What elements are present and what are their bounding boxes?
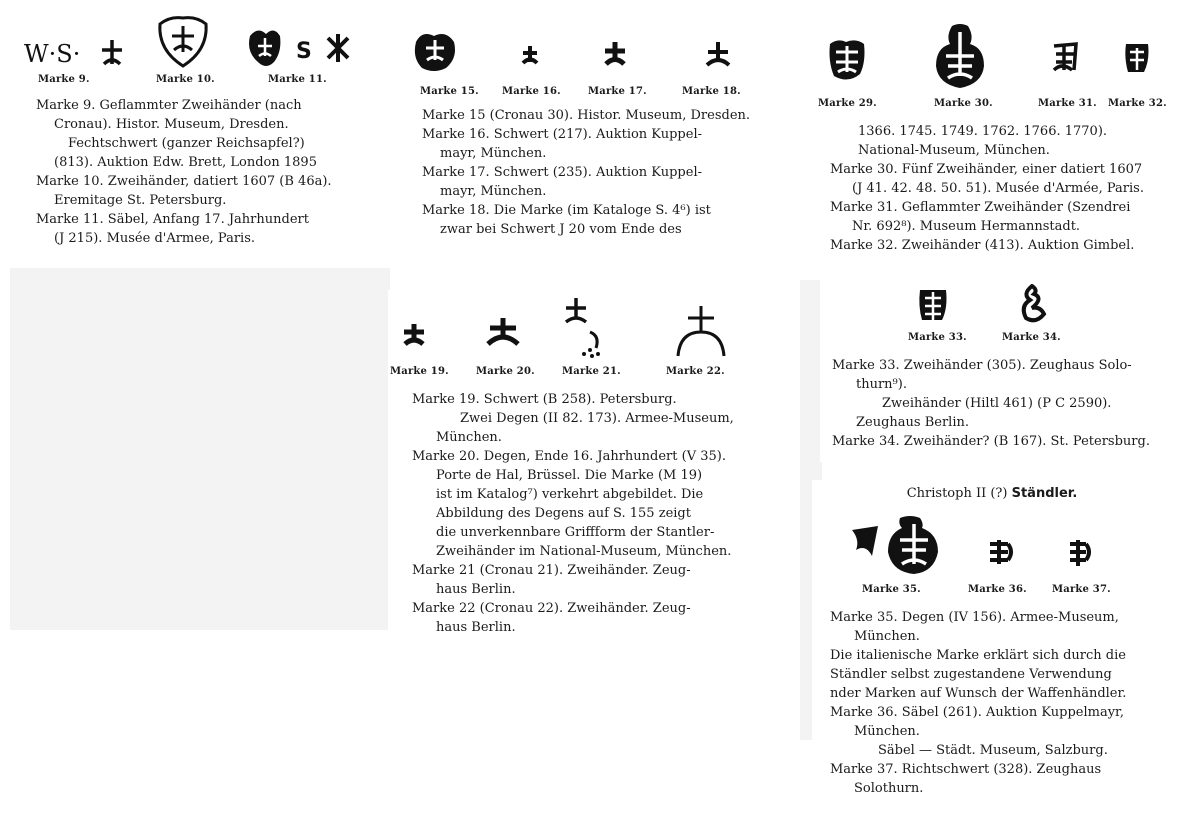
mark-10-shield-icon — [156, 14, 210, 70]
caption-row — [398, 86, 764, 100]
caption-marke-36: Marke 36. — [968, 584, 1027, 595]
mark-19-cross-icon — [402, 322, 426, 348]
mark-row — [820, 276, 1172, 332]
text-line: Nr. 692⁸). Museum Hermannstadt. — [852, 219, 1081, 234]
caption-marke-32: Marke 32. — [1108, 98, 1167, 109]
description-text — [830, 608, 1166, 798]
fragment-marks-19-22 — [388, 290, 782, 640]
mark-15-blot-icon — [412, 28, 458, 72]
mark-22-arch-icon — [674, 304, 728, 358]
caption-row — [388, 366, 782, 380]
svg-text:S: S — [296, 39, 312, 64]
text-line: Marke 19. Schwert (B 258). Petersburg. — [412, 392, 677, 407]
caption-marke-16: Marke 16. — [502, 86, 561, 97]
caption-marke-22: Marke 22. — [666, 366, 725, 377]
mark-37-glyph-icon — [1066, 538, 1092, 568]
text-line: Marke 33. Zweihänder (305). Zeughaus Solo- — [832, 358, 1132, 373]
mark-30-blot-icon — [934, 22, 986, 92]
mark-35-double-icon — [848, 514, 942, 576]
caption-marke-33: Marke 33. — [908, 332, 967, 343]
text-line: zwar bei Schwert J 20 vom Ende des — [440, 222, 682, 237]
mark-31-glyph-icon — [1050, 40, 1080, 74]
text-line: Zeughaus Berlin. — [856, 415, 970, 430]
text-line: Marke 37. Richtschwert (328). Zeughaus — [830, 762, 1102, 777]
description-text — [412, 390, 748, 637]
caption-marke-29: Marke 29. — [818, 98, 877, 109]
text-line: Marke 30. Fünf Zweihänder, einer datiert 1607 — [830, 162, 1143, 177]
mark-row — [812, 512, 1172, 578]
text-line: Marke 36. Säbel (261). Auktion Kuppelmayr, — [830, 705, 1124, 720]
text-line: Abbildung des Degens auf S. 155 zeigt — [436, 506, 691, 521]
caption-marke-31: Marke 31. — [1038, 98, 1097, 109]
caption-marke-18: Marke 18. — [682, 86, 741, 97]
caption-row — [812, 98, 1172, 112]
mark-11-blot-icon — [244, 26, 356, 70]
caption-marke-11: Marke 11. — [268, 74, 327, 85]
fragment-marks-29-32 — [812, 14, 1172, 266]
text-line: Marke 9. Geflammter Zweihänder (nach — [36, 98, 302, 113]
caption-marke-20: Marke 20. — [476, 366, 535, 377]
text-line: Marke 17. Schwert (235). Auktion Kuppel- — [422, 165, 702, 180]
caption-marke-34: Marke 34. — [1002, 332, 1061, 343]
text-line: Solothurn. — [854, 781, 924, 796]
text-line: Eremitage St. Petersburg. — [54, 193, 227, 208]
heading-name: Christoph II (?) — [906, 486, 1008, 501]
description-text — [422, 106, 756, 239]
text-line: mayr, München. — [440, 184, 547, 199]
text-line: Ständler selbst zugestandene Verwendung — [830, 667, 1112, 682]
mark-row — [812, 18, 1172, 96]
description-text — [830, 122, 1168, 255]
mark-34-glyph-icon — [1016, 284, 1048, 324]
text-line: (J 215). Musée d'Armee, Paris. — [54, 231, 256, 246]
caption-marke-9: Marke 9. — [38, 74, 90, 85]
fragment-staendler-marks-35-37 — [812, 480, 1172, 810]
mark-row — [22, 14, 378, 76]
description-text — [36, 96, 376, 248]
mark-20-cross-icon — [486, 316, 520, 348]
text-line: Marke 10. Zweihänder, datiert 1607 (B 46a). — [36, 174, 332, 189]
caption-marke-37: Marke 37. — [1052, 584, 1111, 595]
text-line: Porte de Hal, Brüssel. Die Marke (M 19) — [436, 468, 703, 483]
caption-row — [22, 74, 378, 88]
svg-text:W·S·: W·S· — [24, 40, 81, 68]
heading-surname: Ständler. — [1011, 486, 1078, 501]
text-line: Marke 15 (Cronau 30). Histor. Museum, Dresden. — [422, 108, 751, 123]
page-gap-left — [10, 268, 390, 630]
text-line: National-Museum, München. — [858, 143, 1050, 158]
caption-row — [812, 584, 1172, 598]
text-line: nder Marken auf Wunsch der Waffenhändler. — [830, 686, 1127, 701]
text-line: München. — [436, 430, 502, 445]
fragment-marks-33-34 — [820, 272, 1172, 462]
caption-marke-35: Marke 35. — [862, 584, 921, 595]
caption-marke-30: Marke 30. — [934, 98, 993, 109]
text-line: München. — [854, 629, 920, 644]
text-line: Fechtschwert (ganzer Reichsapfel?) — [68, 136, 305, 151]
mark-32-glyph-icon — [1122, 40, 1152, 76]
text-line: haus Berlin. — [436, 582, 516, 597]
text-line: die unverkennbare Griffform der Stantler- — [436, 525, 715, 540]
mark-29-blot-icon — [826, 36, 868, 84]
text-line: ist im Katalog⁷) verkehrt abgebildet. Die — [436, 487, 704, 502]
text-line: Marke 16. Schwert (217). Auktion Kuppel- — [422, 127, 702, 142]
mark-16-cross-icon — [520, 44, 540, 66]
caption-marke-10: Marke 10. — [156, 74, 215, 85]
fragment-marks-15-18 — [398, 18, 764, 244]
text-line: thurn⁹). — [856, 377, 907, 392]
mark-9-ws-cross-icon — [24, 34, 128, 70]
text-line: Marke 20. Degen, Ende 16. Jahrhundert (V 35). — [412, 449, 726, 464]
mark-18-cross-icon — [704, 40, 732, 68]
mark-17-cross-icon — [602, 40, 628, 68]
text-line: Marke 22 (Cronau 22). Zweihänder. Zeug- — [412, 601, 691, 616]
text-line: Marke 18. Die Marke (im Kataloge S. 4⁶) ist — [422, 203, 711, 218]
text-line: Säbel — Städt. Museum, Salzburg. — [878, 743, 1108, 758]
fragment-marks-9-11 — [22, 10, 378, 256]
caption-marke-17: Marke 17. — [588, 86, 647, 97]
mark-33-glyph-icon — [916, 286, 950, 324]
mark-36-glyph-icon — [986, 538, 1014, 566]
text-line: (813). Auktion Edw. Brett, London 1895 — [54, 155, 317, 170]
text-line: haus Berlin. — [436, 620, 516, 635]
caption-marke-15: Marke 15. — [420, 86, 479, 97]
text-line: München. — [854, 724, 920, 739]
text-line: Marke 35. Degen (IV 156). Armee-Museum, — [830, 610, 1119, 625]
text-line: mayr, München. — [440, 146, 547, 161]
section-heading — [812, 486, 1172, 501]
text-line: Zweihänder im National-Museum, München. — [436, 544, 732, 559]
caption-marke-21: Marke 21. — [562, 366, 621, 377]
text-line: Marke 34. Zweihänder? (B 167). St. Petersburg. — [832, 434, 1150, 449]
description-text — [832, 356, 1166, 451]
text-line: Die italienische Marke erklärt sich durch die — [830, 648, 1126, 663]
text-line: 1366. 1745. 1749. 1762. 1766. 1770). — [858, 124, 1108, 139]
text-line: Marke 31. Geflammter Zweihänder (Szendrei — [830, 200, 1131, 215]
text-line: Marke 11. Säbel, Anfang 17. Jahrhundert — [36, 212, 309, 227]
mark-row — [398, 22, 764, 78]
text-line: (J 41. 42. 48. 50. 51). Musée d'Armée, Paris. — [852, 181, 1144, 196]
text-line: Zweihänder (Hiltl 461) (P C 2590). — [882, 396, 1112, 411]
caption-marke-19: Marke 19. — [390, 366, 449, 377]
mark-row — [388, 292, 782, 364]
text-line: Zwei Degen (II 82. 173). Armee-Museum, — [460, 411, 734, 426]
text-line: Marke 32. Zweihänder (413). Auktion Gimbel. — [830, 238, 1135, 253]
caption-row — [820, 332, 1172, 346]
text-line: Marke 21 (Cronau 21). Zweihänder. Zeug- — [412, 563, 691, 578]
text-line: Cronau). Histor. Museum, Dresden. — [54, 117, 289, 132]
mark-21-cross-dots-icon — [564, 296, 616, 364]
